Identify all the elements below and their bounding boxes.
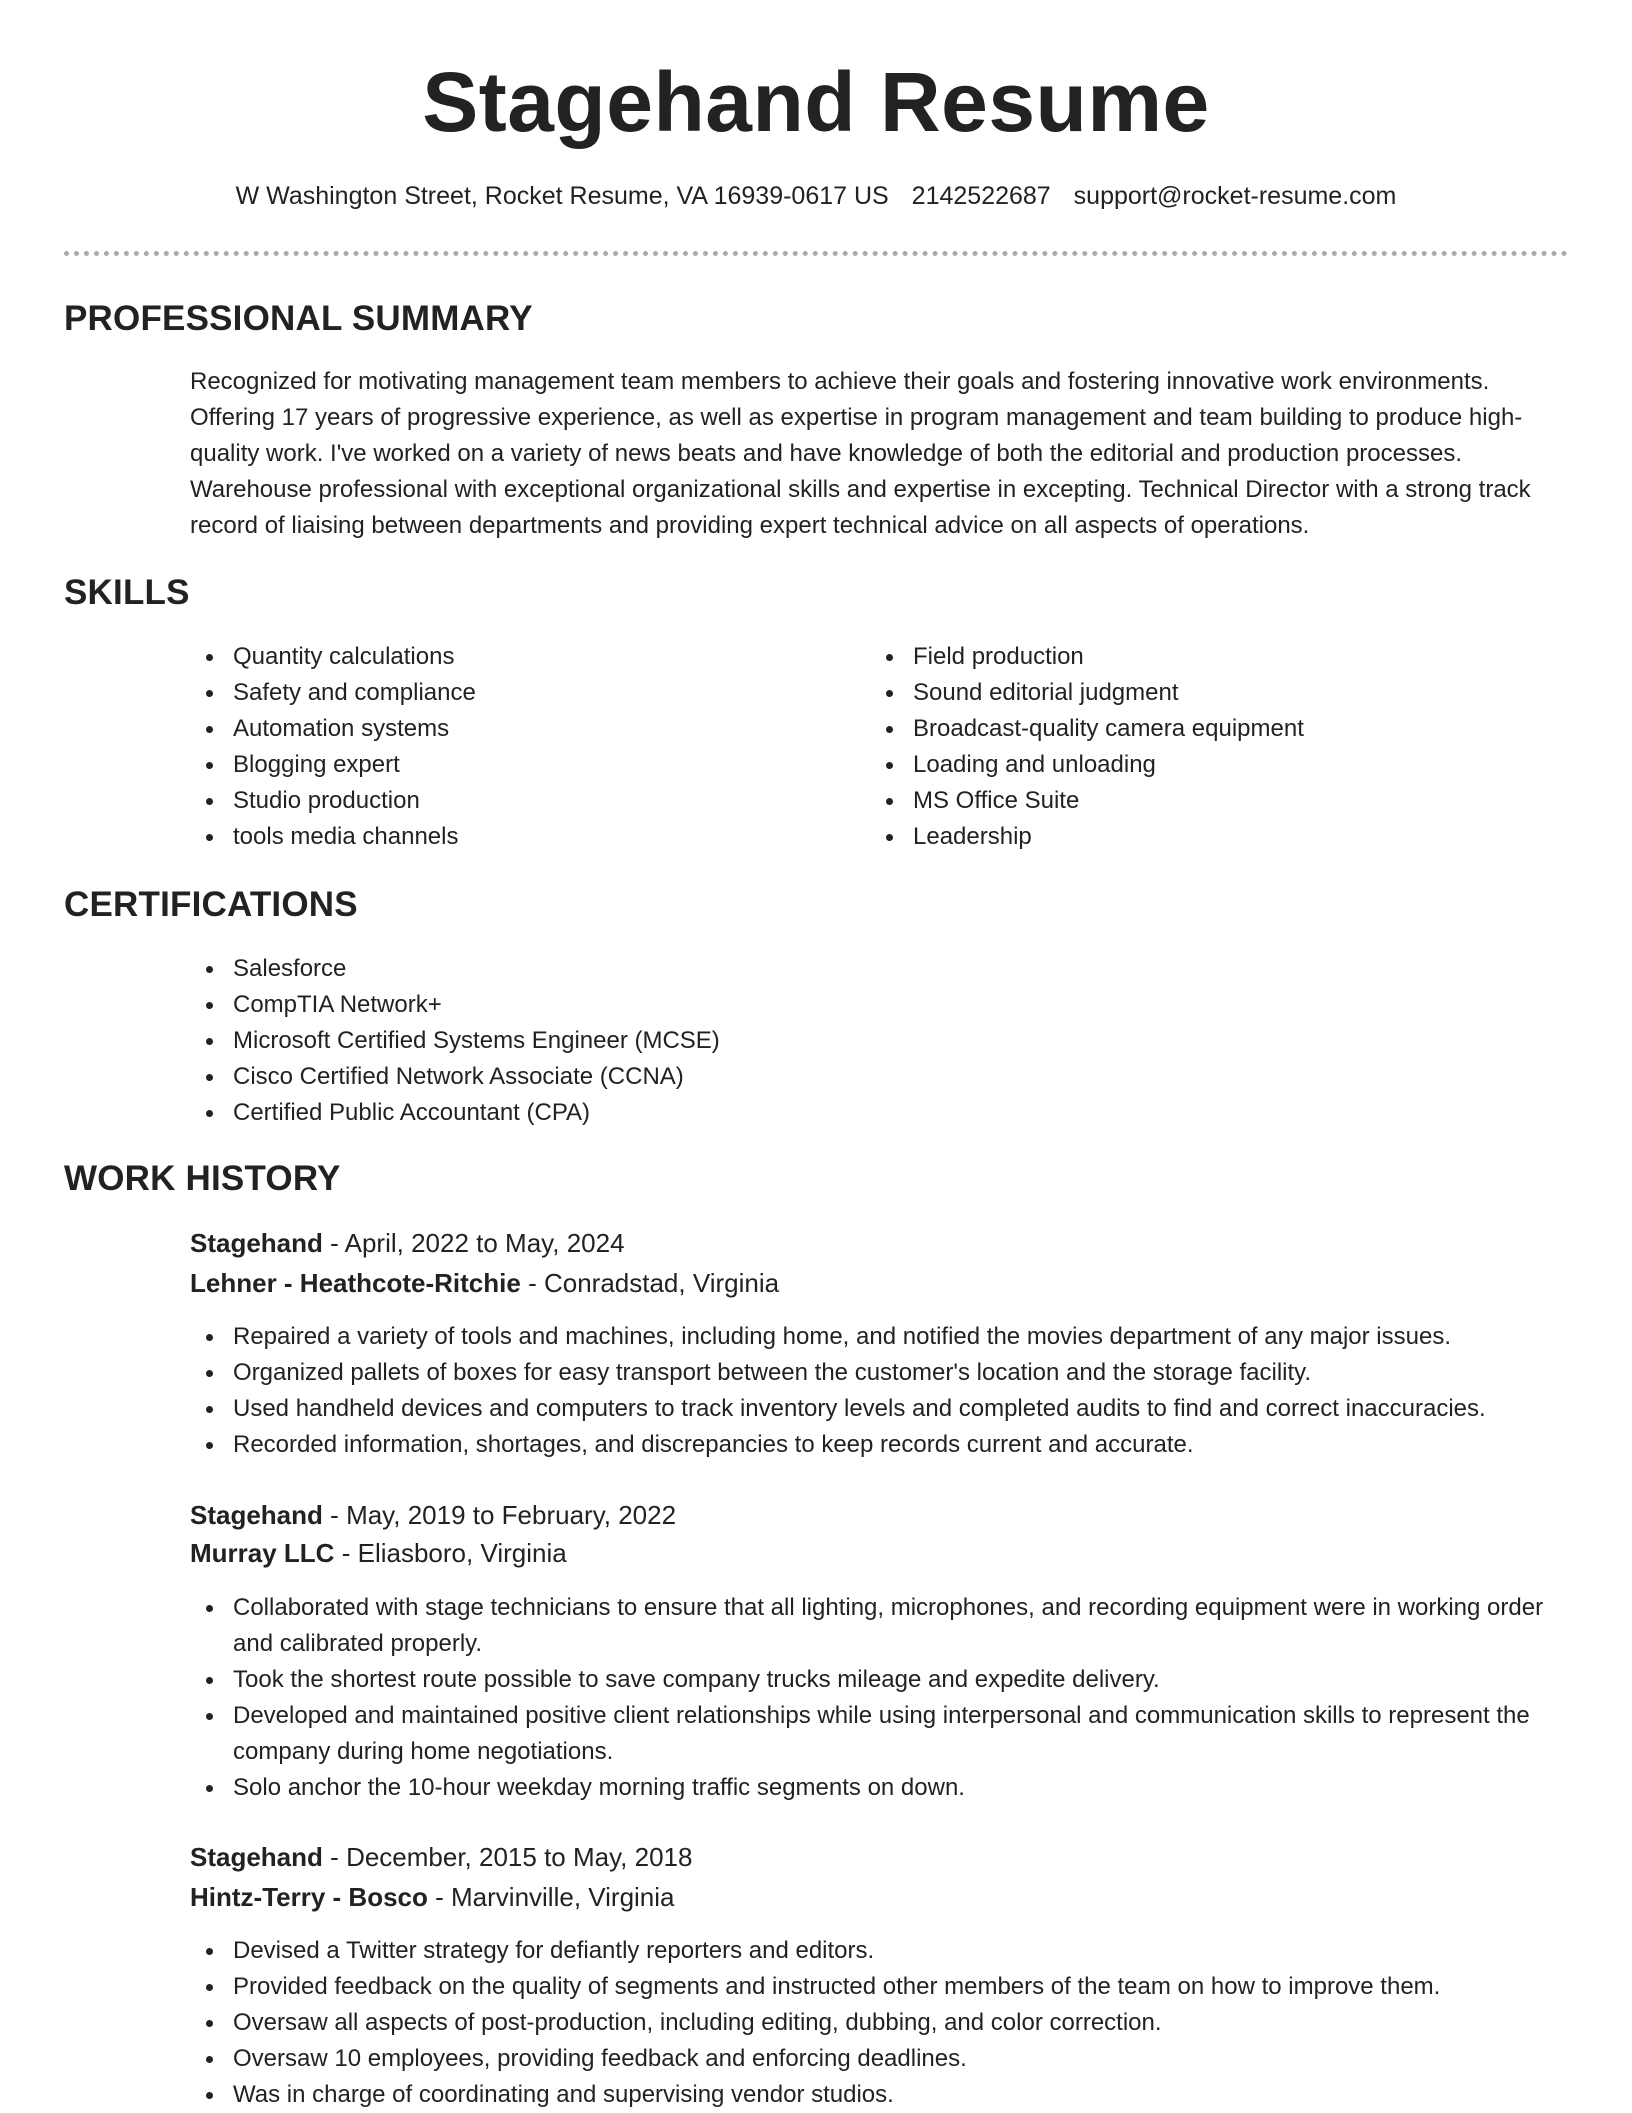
list-item: Certified Public Accountant (CPA) [190,1095,1490,1131]
separator-dash: - [528,1268,537,1298]
job-1-role-line [190,1227,625,1261]
skills-list-right [870,639,1550,855]
list-item: CompTIA Network+ [190,987,1490,1023]
section-title-certifications: CERTIFICATIONS [64,885,358,924]
list-item: Was in charge of coordinating and supervising vendor studios. [190,2077,1580,2113]
list-item: Broadcast-quality camera equipment [870,711,1550,747]
job-3-role-line [190,1841,692,1875]
list-item: MS Office Suite [870,783,1550,819]
list-item: Collaborated with stage technicians to ensure that all lighting, microphones, and recording equipment were in working order and calibrated properly. [190,1590,1580,1662]
separator-dash: - [330,1842,339,1872]
resume-title: Stagehand Resume [422,55,1210,149]
list-item: Solo anchor the 10-hour weekday morning traffic segments on down. [190,1770,1580,1806]
section-title-summary: PROFESSIONAL SUMMARY [64,299,533,338]
list-item: Blogging expert [190,747,830,783]
job-3-bullets [190,1933,1580,2113]
list-item: Cisco Certified Network Associate (CCNA) [190,1059,1490,1095]
list-item: Loading and unloading [870,747,1550,783]
separator-dash: - [341,1538,351,1568]
list-item: Sound editorial judgment [870,675,1550,711]
job-dates: December, 2015 to May, 2018 [346,1842,693,1872]
separator-dash: - [330,1228,339,1258]
header-divider [64,251,1568,256]
list-item: Repaired a variety of tools and machines, including home, and notified the movies department of any major issues. [190,1319,1580,1355]
contact-email: support@rocket-resume.com [1073,182,1397,210]
list-item: Used handheld devices and computers to track inventory levels and completed audits to find and correct inaccuracies. [190,1391,1580,1427]
list-item: Oversaw all aspects of post-production, including editing, dubbing, and color correction. [190,2005,1580,2041]
separator-dash: - [435,1882,444,1912]
list-item: Oversaw 10 employees, providing feedback and enforcing deadlines. [190,2041,1580,2077]
list-item: Provided feedback on the quality of segments and instructed other members of the team on how to improve them. [190,1969,1580,2005]
job-role: Stagehand [190,1842,323,1872]
job-dates: April, 2022 to May, 2024 [344,1228,625,1258]
job-role: Stagehand [190,1500,323,1530]
section-title-work-history: WORK HISTORY [64,1159,341,1198]
list-item: Automation systems [190,711,830,747]
job-company: Hintz-Terry - Bosco [190,1882,428,1912]
job-1-bullets [190,1319,1580,1463]
contact-address: W Washington Street, Rocket Resume, VA 16939-0617 US [235,182,889,210]
list-item: Quantity calculations [190,639,830,675]
job-location: Marvinville, Virginia [451,1882,675,1912]
contact-line [0,180,1632,213]
job-location: Conradstad, Virginia [543,1268,780,1298]
section-title-skills: SKILLS [64,573,190,612]
job-role: Stagehand [190,1228,323,1258]
job-location: Eliasboro, Virginia [357,1538,567,1568]
list-item: Organized pallets of boxes for easy transport between the customer's location and the storage facility. [190,1355,1580,1391]
list-item: Microsoft Certified Systems Engineer (MCSE) [190,1023,1490,1059]
list-item: Recorded information, shortages, and discrepancies to keep records current and accurate. [190,1427,1580,1463]
summary-text: Recognized for motivating management team members to achieve their goals and fostering innovative work environments. Offering 17 years of progressive experience, as well as expertise in program management and team building to produce high-quality work. I've worked on a variety of news beats and have knowledge of both the editorial and production processes. Warehouse professional with exceptional organizational skills and expertise in excepting. Technical Director with a strong track record of liaising between departments and providing expert technical advice on all aspects of operations. [190,368,1531,539]
certifications-list [190,951,1490,1131]
job-2-bullets [190,1590,1580,1806]
skills-list-left [190,639,830,855]
job-2-company-line [190,1537,567,1571]
list-item: Took the shortest route possible to save company trucks mileage and expedite delivery. [190,1662,1580,1698]
list-item: Studio production [190,783,830,819]
list-item: Salesforce [190,951,1490,987]
job-2-role-line [190,1499,676,1533]
contact-phone: 2142522687 [911,182,1051,210]
list-item: Field production [870,639,1550,675]
list-item: tools media channels [190,819,830,855]
list-item: Devised a Twitter strategy for defiantly reporters and editors. [190,1933,1580,1969]
job-dates: May, 2019 to February, 2022 [346,1500,677,1530]
list-item: Leadership [870,819,1550,855]
separator-dash: - [330,1500,339,1530]
list-item: Safety and compliance [190,675,830,711]
job-company: Murray LLC [190,1538,335,1568]
list-item: Developed and maintained positive client relationships while using interpersonal and communication skills to represent the company during home negotiations. [190,1698,1580,1770]
job-company: Lehner - Heathcote-Ritchie [190,1268,521,1298]
job-1-company-line [190,1267,779,1301]
job-3-company-line [190,1881,675,1915]
